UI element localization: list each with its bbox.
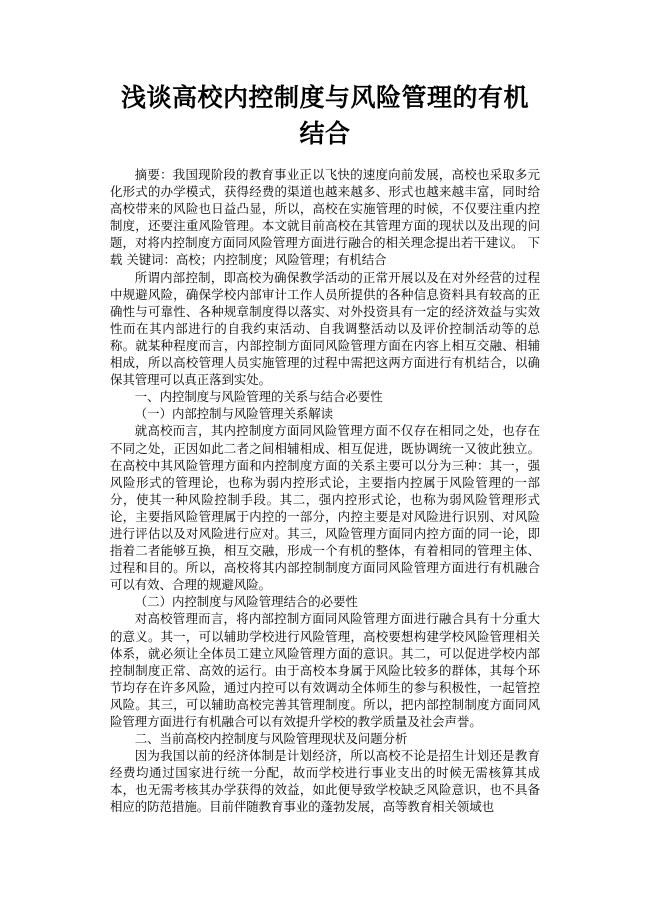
body-paragraph: 对高校管理而言，将内部控制方面同风险管理方面进行融合具有十分重大的意义。其一，可以辅助学校进行风险管理，高校要想构建学校风险管理相关体系，就必须让全体员工建立风险管理方面的意识。其二，可以促进学校内部控制制度正常、高效的运行。由于高校本身属于风险比较多的群体，其每个环节均存在许多风险，通过内控可以有效调动全体师生的参与积极性，一起管控风险。其三，可以辅助高校完善其管理制度。所以，把内部控制制度方面同风险管理方面进行有机融合可以有效提升学校的教学质量及社会声誉。 bbox=[110, 611, 540, 729]
document-body bbox=[110, 166, 540, 816]
body-paragraph: 所谓内部控制，即高校为确保教学活动的正常开展以及在对外经营的过程中规避风险，确保学校内部审计工作人员所提供的各种信息资料具有较高的正确性与可靠性、各种规章制度得以落实、对外投资具有一定的经济效益与实效性而在其内部进行的自我约束活动、自我调整活动以及评价控制活动等的总称。就某种程度而言，内部控制方面同风险管理方面在内容上相互交融、相辅相成，所以高校管理人员实施管理的过程中需把这两方面进行有机结合，以确保其管理可以真正落到实处。 bbox=[110, 269, 540, 388]
subsection-heading: （一）内部控制与风险管理关系解读 bbox=[134, 406, 334, 422]
document-title: 浅谈高校内控制度与风险管理的有机结合 bbox=[120, 83, 529, 148]
body-paragraph: 就高校而言，其内控制度方面同风险管理方面不仅存在相同之处，也存在不同之处，正因如此二者之间相辅相成、相互促进，既协调统一又彼此独立。在高校中其风险管理方面和内控制度方面的关系主要可以分为三种：其一，强风险形式的管理论，也称为弱内控形式论，主要指内控属于风险管理的一部分，使其一种风险控制手段。其二，强内控形式论，也称为弱风险管理形式论，主要指风险管理属于内控的一部分，内控主要是对风险进行识别、对风险进行评估以及对风险进行应对。其三，风险管理方面同内控方面的同一论，即指着二者能够互换，相互交融，形成一个有机的整体，有着相同的管理主体、过程和目的。所以，高校将其内部控制制度方面同风险管理方面进行有机融合可以有效、合理的规避风险。 bbox=[110, 423, 540, 593]
abstract-paragraph: 摘要：我国现阶段的教育事业正以飞快的速度向前发展，高校也采取多元化形式的办学模式，获得经费的渠道也越来越多、形式也越来越丰富，同时给高校带来的风险也日益凸显，所以，高校在实施管理的时候，不仅要注重内控制度，还要注重风险管理。本文就目前高校在其管理方面的现状以及出现的问题，对将内控制度方面同风险管理方面进行融合的相关理念提出若干建议。 下载 关键词：高校；内控制度；风险管理；有机结合 bbox=[110, 167, 540, 268]
section-heading: 一、内控制度与风险管理的关系与结合必要性 bbox=[134, 389, 383, 405]
body-paragraph: 因为我国以前的经济体制是计划经济，所以高校不论是招生计划还是教育经费均通过国家进行统一分配，故而学校进行事业支出的时候无需核算其成本，也无需考核其办学获得的效益，如此便导致学校缺乏风险意识，也不具备相应的防范措施。目前伴随教育事业的蓬勃发展，高等教育相关领域也 bbox=[110, 748, 540, 815]
section-heading: 二、当前高校内控制度与风险管理现状及问题分析 bbox=[134, 731, 408, 747]
subsection-heading: （二）内控制度与风险管理结合的必要性 bbox=[134, 594, 358, 610]
